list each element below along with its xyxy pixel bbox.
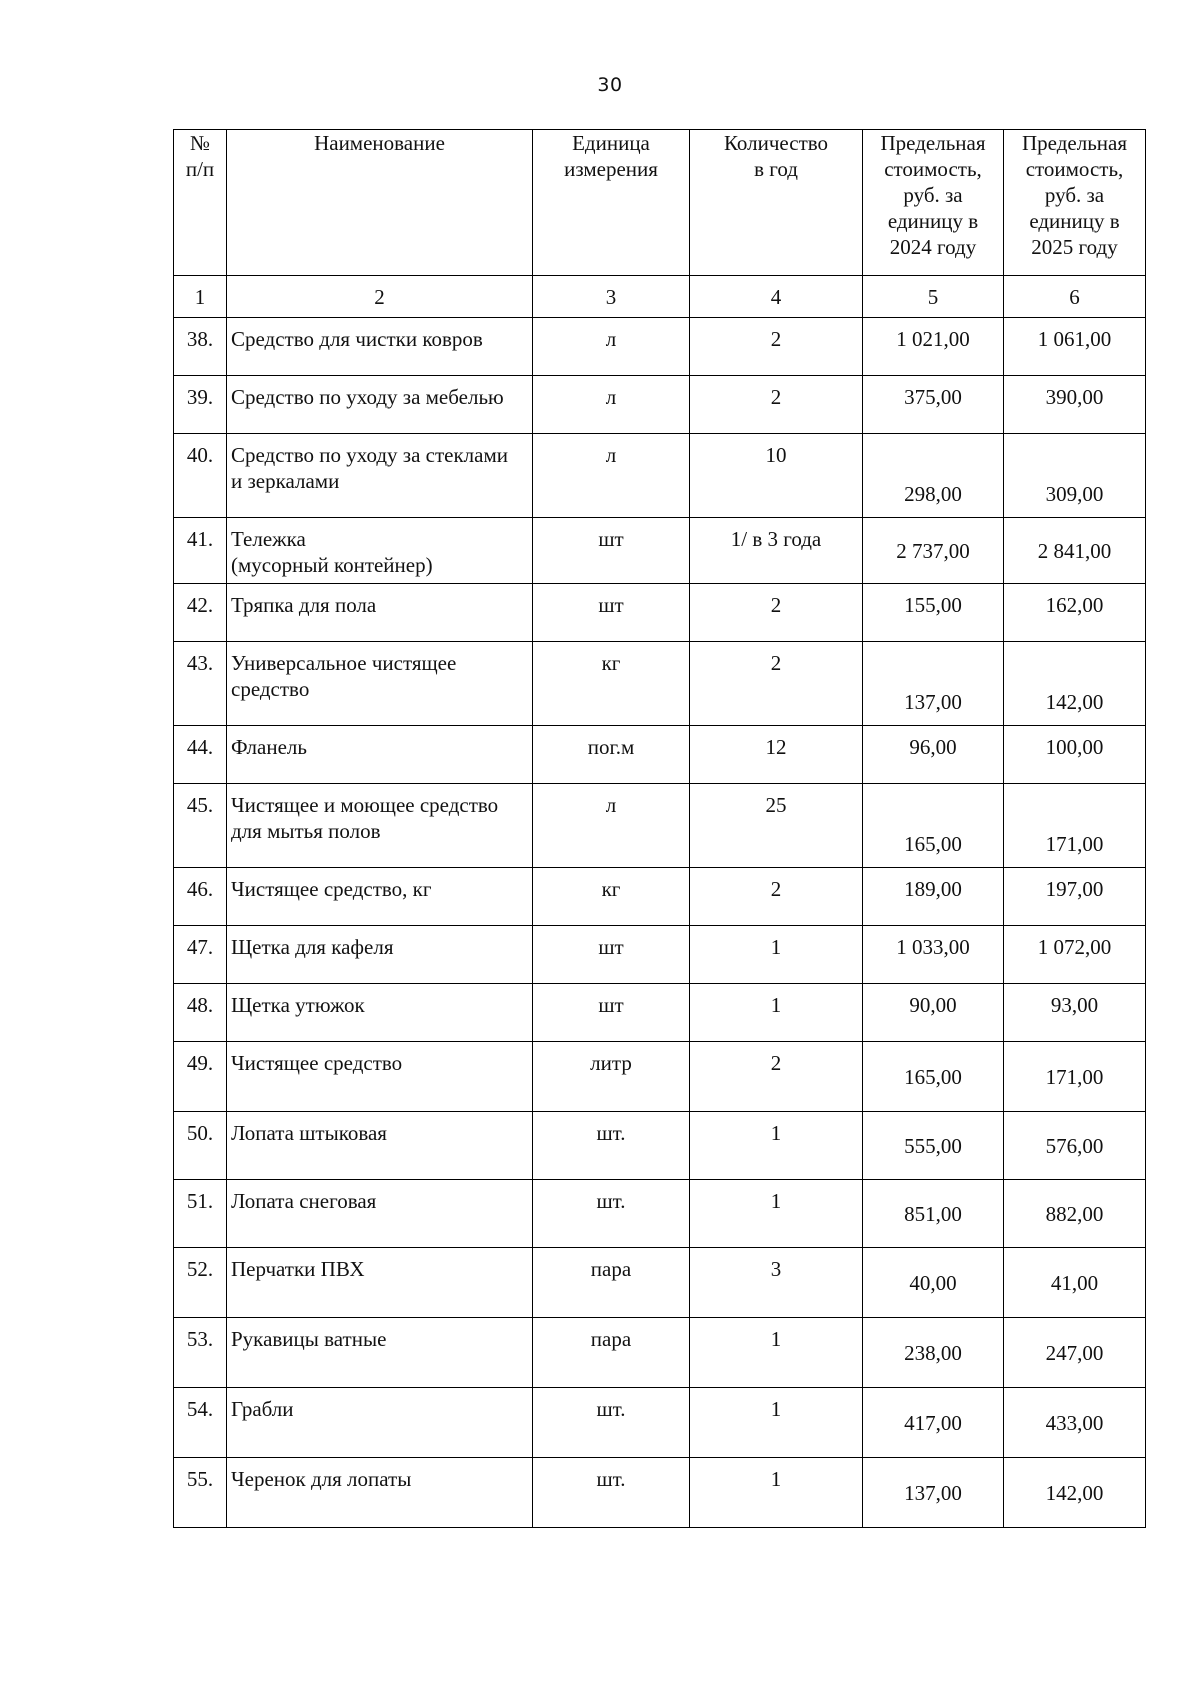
price-2024: 1 021,00 <box>863 318 1004 376</box>
quantity-per-year: 2 <box>690 318 863 376</box>
item-name <box>227 1180 533 1248</box>
item-name-line: Чистящее средство, кг <box>231 877 432 901</box>
row-number: 54. <box>174 1388 227 1458</box>
column-number: 3 <box>533 276 690 318</box>
header-name <box>227 130 533 276</box>
price-2024: 40,00 <box>863 1248 1004 1318</box>
price-2025: 197,00 <box>1004 868 1146 926</box>
item-name <box>227 1458 533 1528</box>
column-number: 1 <box>174 276 227 318</box>
item-name-line: для мытья полов <box>231 819 381 843</box>
unit: л <box>533 434 690 518</box>
table-row <box>174 518 1146 584</box>
header-price-2025-line: 2025 году <box>1031 235 1118 259</box>
price-2024: 165,00 <box>863 784 1004 868</box>
price-2024: 137,00 <box>863 642 1004 726</box>
item-name-line: Средство по уходу за стеклами <box>231 443 508 467</box>
unit: кг <box>533 868 690 926</box>
row-number: 39. <box>174 376 227 434</box>
quantity-per-year: 1 <box>690 926 863 984</box>
column-number: 2 <box>227 276 533 318</box>
item-name-line: Тележка <box>231 527 306 551</box>
table-row <box>174 1180 1146 1248</box>
unit: кг <box>533 642 690 726</box>
quantity-per-year: 2 <box>690 584 863 642</box>
row-number: 51. <box>174 1180 227 1248</box>
row-number: 38. <box>174 318 227 376</box>
header-price-2024-line: руб. за <box>903 183 963 207</box>
table-row <box>174 868 1146 926</box>
price-2024: 96,00 <box>863 726 1004 784</box>
quantity-per-year: 12 <box>690 726 863 784</box>
unit: пара <box>533 1318 690 1388</box>
price-2024: 189,00 <box>863 868 1004 926</box>
item-name-line: Лопата штыковая <box>231 1121 387 1145</box>
quantity-per-year: 3 <box>690 1248 863 1318</box>
row-number: 43. <box>174 642 227 726</box>
table-row <box>174 1318 1146 1388</box>
quantity-per-year: 1 <box>690 1180 863 1248</box>
row-number: 52. <box>174 1248 227 1318</box>
item-name <box>227 1248 533 1318</box>
item-name <box>227 868 533 926</box>
table-row <box>174 642 1146 726</box>
row-number: 47. <box>174 926 227 984</box>
item-name-line: Рукавицы ватные <box>231 1327 387 1351</box>
unit: пог.м <box>533 726 690 784</box>
row-number: 42. <box>174 584 227 642</box>
quantity-per-year: 2 <box>690 1042 863 1112</box>
quantity-per-year: 1 <box>690 1112 863 1180</box>
quantity-per-year: 1 <box>690 1318 863 1388</box>
price-2024: 1 033,00 <box>863 926 1004 984</box>
price-2024: 137,00 <box>863 1458 1004 1528</box>
item-name-line: Щетка для кафеля <box>231 935 394 959</box>
price-2025: 247,00 <box>1004 1318 1146 1388</box>
unit: шт <box>533 984 690 1042</box>
price-2024: 238,00 <box>863 1318 1004 1388</box>
row-number: 41. <box>174 518 227 584</box>
item-name <box>227 318 533 376</box>
item-name-line: и зеркалами <box>231 469 340 493</box>
unit: пара <box>533 1248 690 1318</box>
row-number: 48. <box>174 984 227 1042</box>
row-number: 53. <box>174 1318 227 1388</box>
header-qty <box>690 130 863 276</box>
unit: шт. <box>533 1112 690 1180</box>
item-name <box>227 1042 533 1112</box>
price-2025: 142,00 <box>1004 642 1146 726</box>
row-number: 55. <box>174 1458 227 1528</box>
price-2025: 576,00 <box>1004 1112 1146 1180</box>
item-name-line: Перчатки ПВХ <box>231 1257 365 1281</box>
quantity-per-year: 25 <box>690 784 863 868</box>
item-name-line: Лопата снеговая <box>231 1189 377 1213</box>
item-name <box>227 376 533 434</box>
header-row <box>174 130 1146 276</box>
table-row <box>174 926 1146 984</box>
header-price-2024-line: Предельная <box>880 131 986 155</box>
unit: л <box>533 318 690 376</box>
unit: шт <box>533 926 690 984</box>
item-name <box>227 642 533 726</box>
row-number: 40. <box>174 434 227 518</box>
price-2025: 882,00 <box>1004 1180 1146 1248</box>
item-name-line: Чистящее и моющее средство <box>231 793 499 817</box>
price-2025: 171,00 <box>1004 1042 1146 1112</box>
item-name <box>227 584 533 642</box>
header-unit-line: Единица <box>572 131 650 155</box>
price-2024: 417,00 <box>863 1388 1004 1458</box>
header-name-line: Наименование <box>314 131 445 155</box>
table-row <box>174 434 1146 518</box>
header-price-2025-line: руб. за <box>1044 183 1105 207</box>
item-name <box>227 1112 533 1180</box>
price-2025: 162,00 <box>1004 584 1146 642</box>
unit: шт <box>533 518 690 584</box>
price-2024: 375,00 <box>863 376 1004 434</box>
column-number: 4 <box>690 276 863 318</box>
header-price-2025-line: единицу в <box>1029 209 1120 233</box>
item-name-line: Средство для чистки ковров <box>231 327 483 351</box>
item-name <box>227 784 533 868</box>
quantity-per-year: 2 <box>690 868 863 926</box>
quantity-per-year: 1 <box>690 1388 863 1458</box>
header-price-2025 <box>1004 130 1146 276</box>
header-unit-line: измерения <box>564 157 658 181</box>
quantity-per-year: 2 <box>690 376 863 434</box>
row-number: 50. <box>174 1112 227 1180</box>
price-2025: 1 072,00 <box>1004 926 1146 984</box>
table-row <box>174 1388 1146 1458</box>
header-price-2025-line: Предельная <box>1022 131 1127 155</box>
item-name <box>227 1388 533 1458</box>
table-row <box>174 1458 1146 1528</box>
item-name-line: Средство по уходу за мебелью <box>231 385 504 409</box>
column-number-row <box>174 276 1146 318</box>
header-price-2024 <box>863 130 1004 276</box>
table-row <box>174 1112 1146 1180</box>
quantity-per-year: 1 <box>690 984 863 1042</box>
price-2025: 142,00 <box>1004 1458 1146 1528</box>
table-row <box>174 376 1146 434</box>
price-2024: 298,00 <box>863 434 1004 518</box>
item-name <box>227 1318 533 1388</box>
column-number: 6 <box>1004 276 1146 318</box>
item-name <box>227 984 533 1042</box>
column-number: 5 <box>863 276 1004 318</box>
unit: л <box>533 376 690 434</box>
header-unit <box>533 130 690 276</box>
price-2024: 165,00 <box>863 1042 1004 1112</box>
row-number: 45. <box>174 784 227 868</box>
item-name-line: Черенок для лопаты <box>231 1467 412 1491</box>
quantity-per-year: 1/ в 3 года <box>690 518 863 584</box>
header-no-line: п/п <box>185 157 215 181</box>
table-row <box>174 584 1146 642</box>
row-number: 46. <box>174 868 227 926</box>
unit: л <box>533 784 690 868</box>
price-2024: 155,00 <box>863 584 1004 642</box>
header-price-2024-line: единицу в <box>887 209 979 233</box>
quantity-per-year: 1 <box>690 1458 863 1528</box>
price-2025: 171,00 <box>1004 784 1146 868</box>
price-2024: 90,00 <box>863 984 1004 1042</box>
table-row <box>174 1042 1146 1112</box>
header-qty-line: Количество <box>723 131 829 155</box>
table-row <box>174 1248 1146 1318</box>
unit: шт <box>533 584 690 642</box>
item-name <box>227 434 533 518</box>
item-name <box>227 518 533 584</box>
header-no <box>174 130 227 276</box>
price-2025: 2 841,00 <box>1004 518 1146 584</box>
unit: литр <box>533 1042 690 1112</box>
price-table <box>173 129 1146 1528</box>
table-row <box>174 784 1146 868</box>
header-price-2025-line: стоимость, <box>1025 157 1124 181</box>
price-2025: 41,00 <box>1004 1248 1146 1318</box>
header-qty-line: в год <box>754 157 798 181</box>
unit: шт. <box>533 1458 690 1528</box>
unit: шт. <box>533 1180 690 1248</box>
header-no-line: № <box>189 131 211 155</box>
item-name-line: Фланель <box>231 735 307 759</box>
item-name-line: Тряпка для пола <box>231 593 377 617</box>
price-2025: 309,00 <box>1004 434 1146 518</box>
price-2025: 100,00 <box>1004 726 1146 784</box>
row-number: 44. <box>174 726 227 784</box>
price-2024: 851,00 <box>863 1180 1004 1248</box>
price-2025: 390,00 <box>1004 376 1146 434</box>
item-name-line: Универсальное чистящее <box>231 651 457 675</box>
item-name-line: (мусорный контейнер) <box>231 553 433 577</box>
header-price-2024-line: 2024 году <box>889 235 977 259</box>
table-row <box>174 318 1146 376</box>
item-name-line: Грабли <box>231 1397 294 1421</box>
unit: шт. <box>533 1388 690 1458</box>
quantity-per-year: 10 <box>690 434 863 518</box>
row-number: 49. <box>174 1042 227 1112</box>
table-row <box>174 984 1146 1042</box>
item-name <box>227 726 533 784</box>
price-2025: 433,00 <box>1004 1388 1146 1458</box>
price-2025: 1 061,00 <box>1004 318 1146 376</box>
table-row <box>174 726 1146 784</box>
price-2024: 555,00 <box>863 1112 1004 1180</box>
price-2025: 93,00 <box>1004 984 1146 1042</box>
item-name-line: средство <box>231 677 310 701</box>
item-name-line: Чистящее средство <box>231 1051 403 1075</box>
quantity-per-year: 2 <box>690 642 863 726</box>
item-name <box>227 926 533 984</box>
page-number: 30 <box>597 74 623 96</box>
header-price-2024-line: стоимость, <box>884 157 982 181</box>
price-2024: 2 737,00 <box>863 518 1004 584</box>
item-name-line: Щетка утюжок <box>231 993 365 1017</box>
